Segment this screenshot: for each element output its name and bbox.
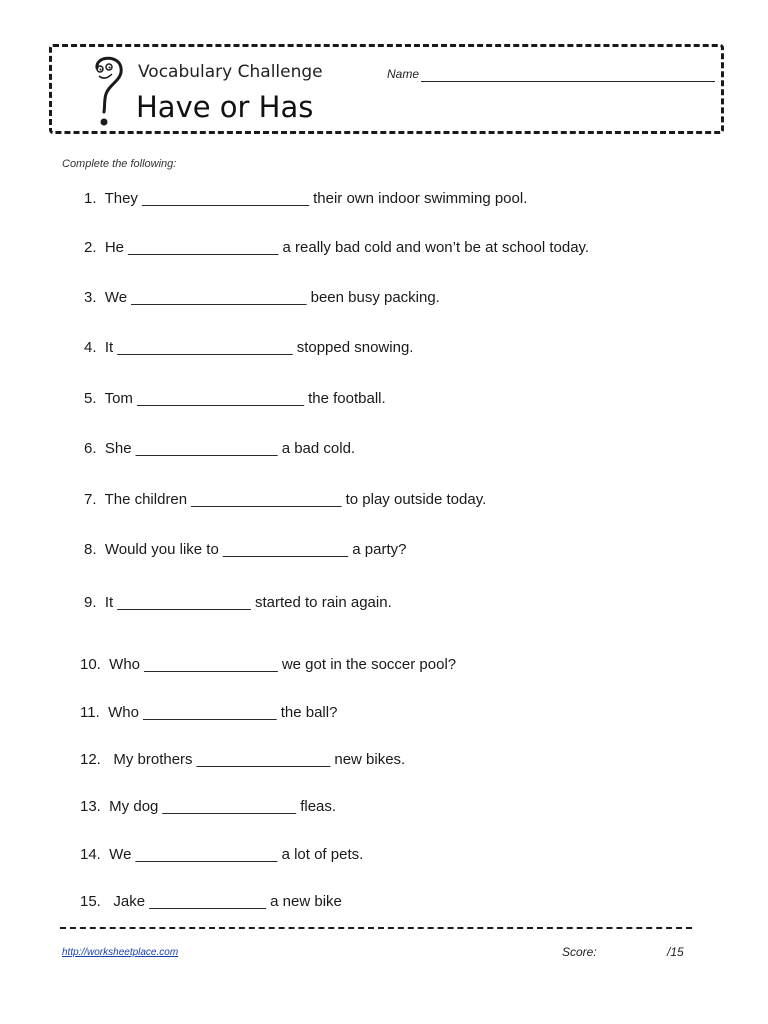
question-13: 13. My dog ________________ fleas.: [80, 798, 337, 815]
question-9: 9. It ________________ started to rain again.: [84, 594, 392, 611]
score-label: Score:: [562, 945, 597, 959]
question-1: 1. They ____________________ their own indoor swimming pool.: [84, 190, 528, 207]
footer-divider: [60, 927, 692, 929]
question-mark-mascot-icon: [85, 54, 129, 128]
question-11: 11. Who ________________ the ball?: [80, 704, 338, 721]
footer-link[interactable]: http://worksheetplace.com: [62, 947, 179, 958]
question-15: 15. Jake ______________ a new bike: [80, 893, 342, 910]
worksheet-subtitle: Vocabulary Challenge: [138, 62, 323, 82]
question-5: 5. Tom ____________________ the football.: [84, 390, 386, 407]
question-8: 8. Would you like to _______________ a party?: [84, 541, 407, 558]
worksheet-title: Have or Has: [136, 90, 314, 124]
question-3: 3. We _____________________ been busy packing.: [84, 289, 440, 306]
instructions: Complete the following:: [62, 158, 177, 170]
question-14: 14. We _________________ a lot of pets.: [80, 846, 364, 863]
name-field[interactable]: [421, 81, 715, 82]
question-4: 4. It _____________________ stopped snowing.: [84, 339, 414, 356]
question-6: 6. She _________________ a bad cold.: [84, 440, 356, 457]
question-2: 2. He __________________ a really bad cold and won’t be at school today.: [84, 239, 590, 256]
question-10: 10. Who ________________ we got in the soccer pool?: [80, 656, 457, 673]
question-12: 12. My brothers ________________ new bikes.: [80, 751, 406, 768]
question-7: 7. The children __________________ to play outside today.: [84, 491, 487, 508]
score-total: /15: [667, 945, 684, 959]
name-label: Name: [387, 67, 420, 81]
